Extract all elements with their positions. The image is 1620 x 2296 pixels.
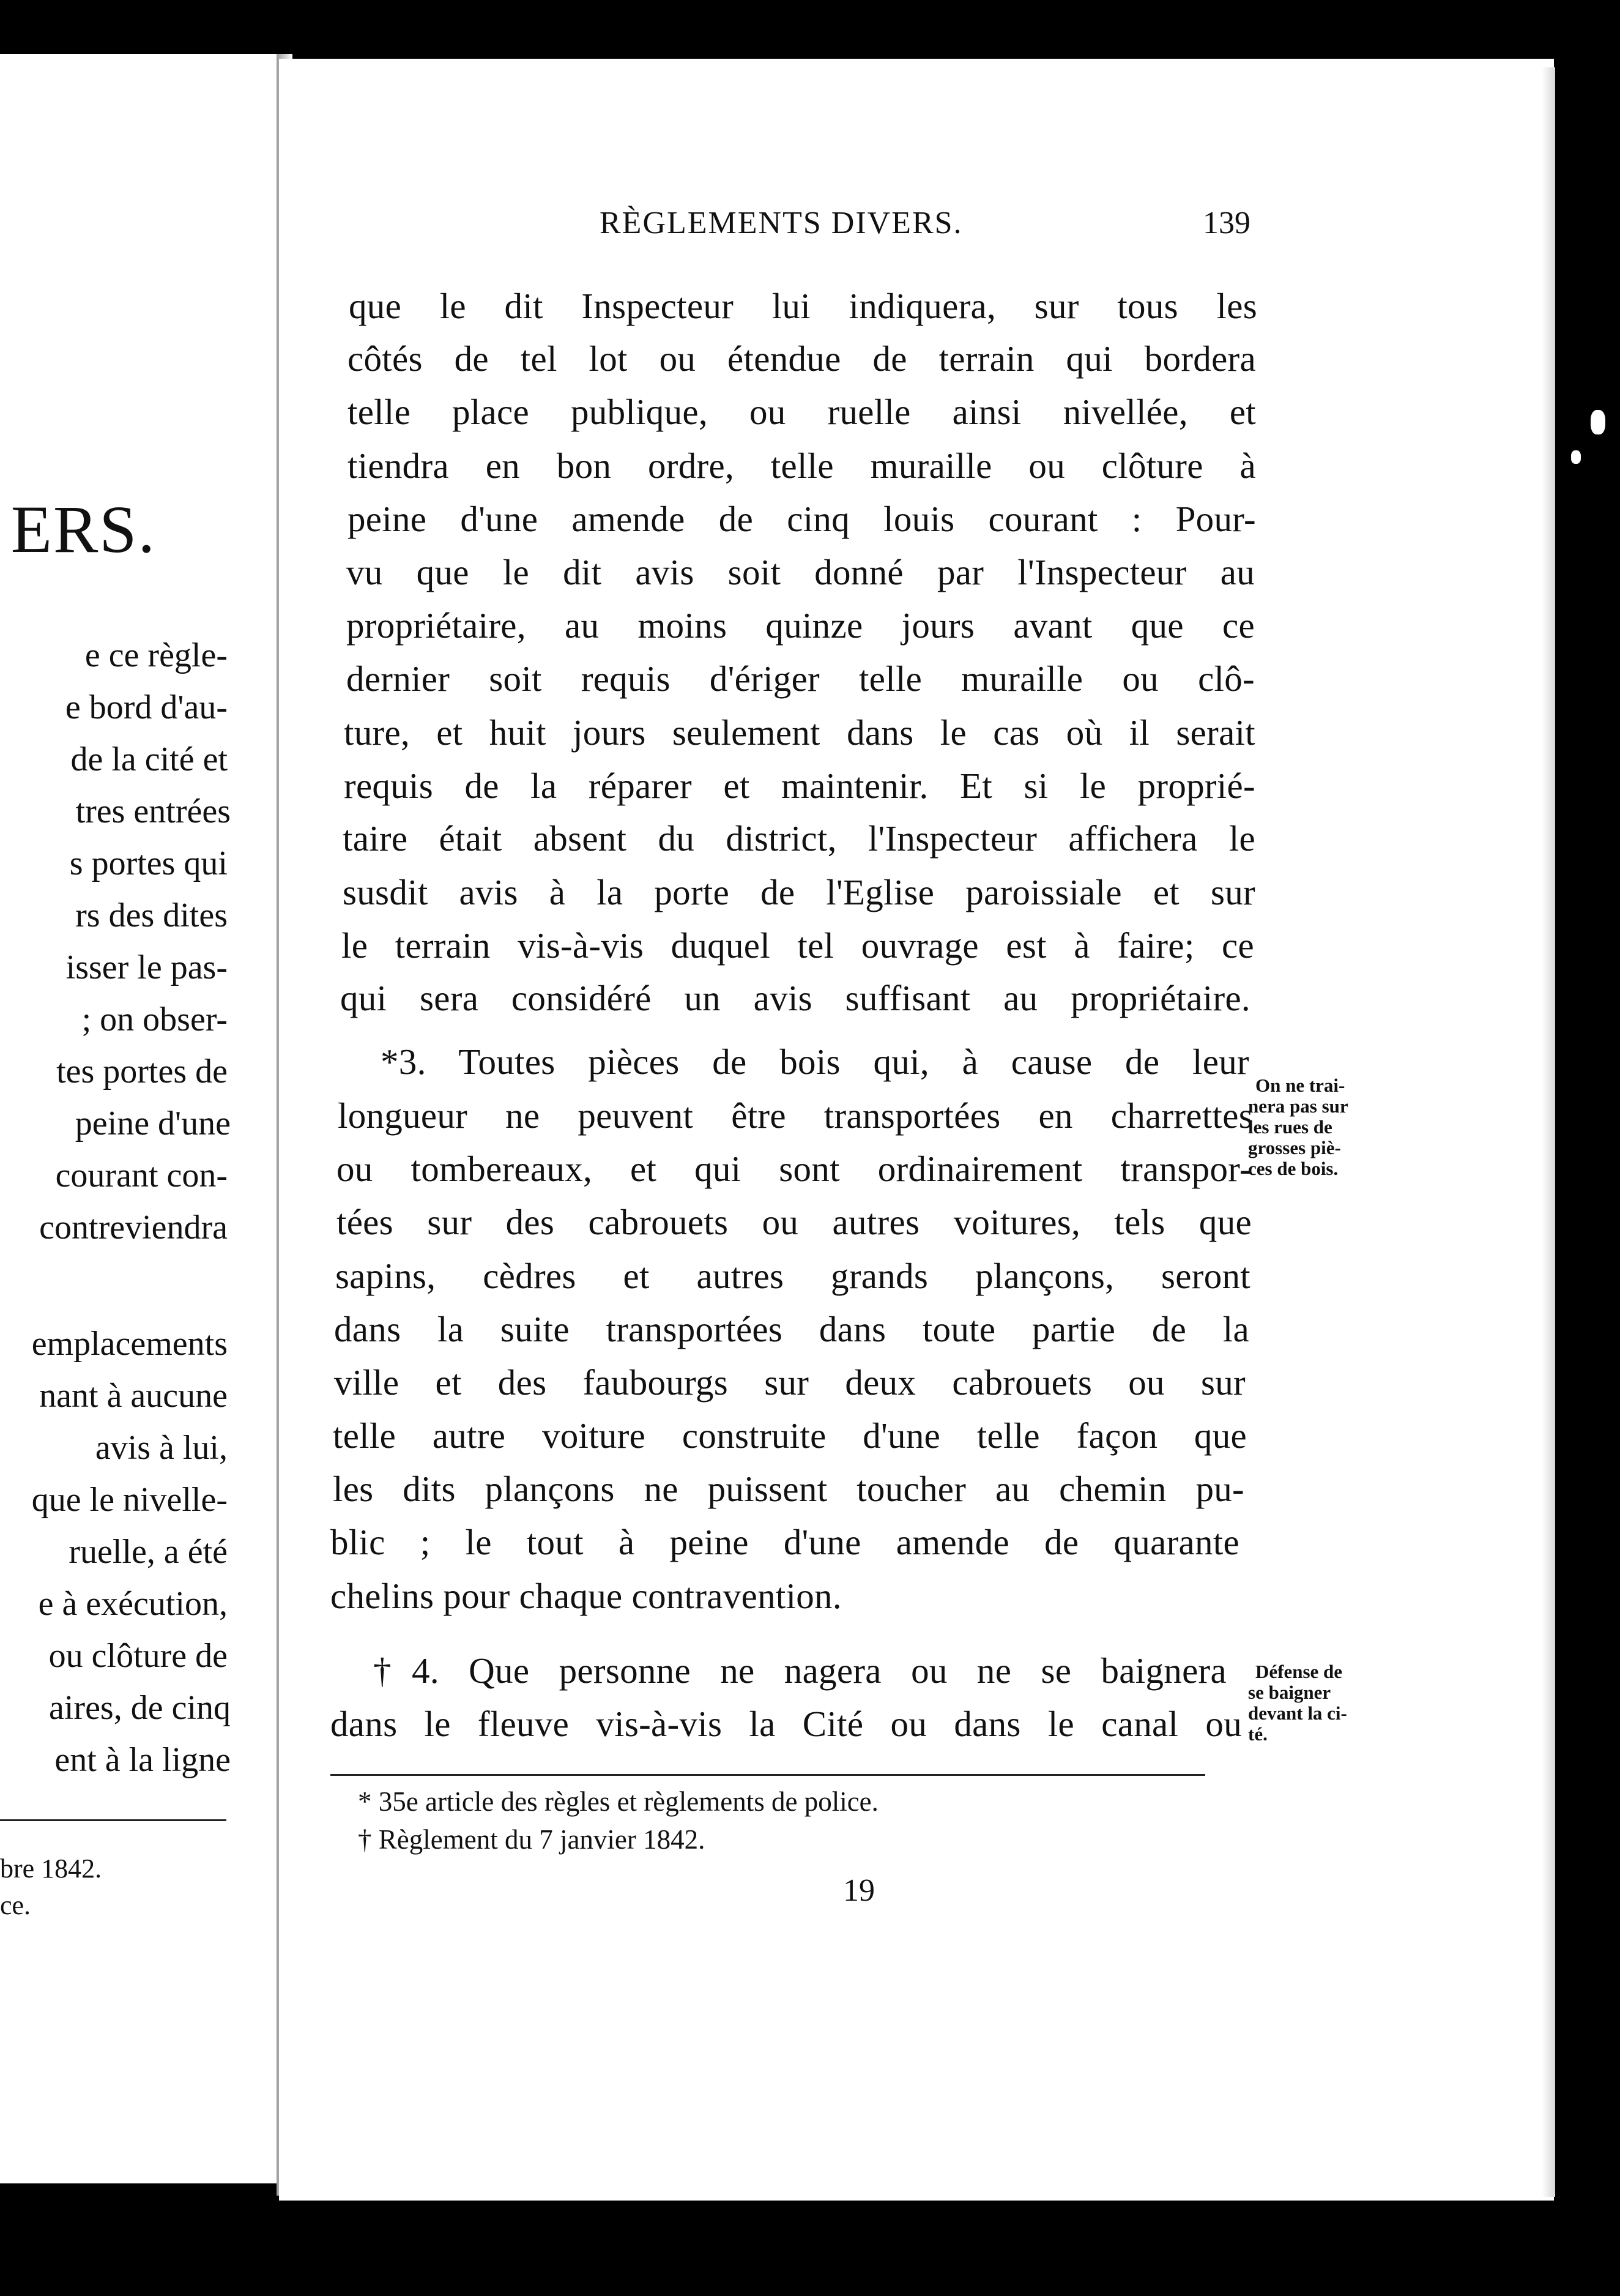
- left-page-line: avis à lui,: [95, 1429, 228, 1467]
- text-line: ville et des faubourgs sur deux cabrouets ou sur: [334, 1362, 1246, 1403]
- text-line: requis de la réparer et maintenir. Et si le proprié-: [344, 766, 1255, 806]
- margin-note-line: les rues de: [1248, 1116, 1332, 1138]
- left-page-line: tres entrées: [75, 792, 231, 830]
- left-page-line: aires, de cinq: [49, 1689, 231, 1727]
- text-line: dans le fleuve vis-à-vis la Cité ou dans le canal ou: [330, 1704, 1242, 1744]
- text-line: susdit avis à la porte de l'Eglise paroissiale et sur: [343, 872, 1255, 912]
- text-line: qui sera considéré un avis suffisant au propriétaire.: [340, 978, 1250, 1018]
- text-line: telle place publique, ou ruelle ainsi nivellée, et: [347, 392, 1256, 432]
- left-page-line: peine d'une: [75, 1105, 231, 1142]
- left-page-line: e ce règle-: [84, 636, 228, 674]
- left-page-heading: ERS.: [10, 492, 156, 567]
- text-line: propriétaire, au moins quinze jours avant que ce: [346, 605, 1255, 646]
- text-line: tées sur des cabrouets ou autres voitures, tels que: [336, 1202, 1252, 1242]
- scan-speck: [1591, 410, 1605, 434]
- text-line: *3. Toutes pièces de bois qui, à cause de leur: [381, 1042, 1249, 1082]
- left-page-line: emplacements: [31, 1325, 228, 1363]
- text-line: que le dit Inspecteur lui indiquera, sur tous les: [349, 286, 1257, 326]
- margin-note-line: Défense de: [1255, 1661, 1343, 1682]
- text-line: ou tombereaux, et qui sont ordinairement transpor-: [336, 1149, 1252, 1189]
- text-line: peine d'une amende de cinq louis courant : Pour-: [347, 499, 1256, 539]
- margin-note-line: devant la ci-: [1248, 1702, 1347, 1724]
- margin-note-line: té.: [1248, 1723, 1268, 1745]
- left-page-line: tes portes de: [56, 1053, 228, 1090]
- left-page-line: e bord d'au-: [65, 688, 228, 726]
- text-line: ture, et huit jours seulement dans le cas où il serait: [344, 712, 1255, 753]
- text-line: chelins pour chaque contravention.: [330, 1576, 842, 1616]
- left-page-line: courant con-: [55, 1157, 228, 1195]
- margin-note-line: On ne trai-: [1255, 1075, 1345, 1096]
- footnote: * 35e article des règles et règlements de police.: [358, 1786, 879, 1817]
- text-line: tiendra en bon ordre, telle muraille ou clôture à: [347, 445, 1256, 486]
- text-line: le terrain vis-à-vis duquel tel ouvrage est à faire; ce: [341, 925, 1254, 966]
- left-page-line: ruelle, a été: [69, 1533, 228, 1571]
- text-line: telle autre voiture construite d'une telle façon que: [333, 1415, 1247, 1456]
- page-edge-shadow: [1542, 67, 1555, 2197]
- text-line: dernier soit requis d'ériger telle muraille ou clô-: [346, 658, 1255, 699]
- left-page-line: de la cité et: [70, 740, 228, 778]
- signature-mark: 19: [843, 1873, 875, 1908]
- left-page-line: ent à la ligne: [54, 1741, 231, 1779]
- text-line: vu que le dit avis soit donné par l'Inspecteur au: [346, 552, 1255, 592]
- left-page-line: que le nivelle-: [31, 1481, 228, 1519]
- left-footnote: ce.: [0, 1890, 31, 1920]
- left-page-line: contreviendra: [39, 1209, 228, 1247]
- left-page-line: ou clôture de: [48, 1637, 228, 1675]
- page-number: 139: [1203, 206, 1250, 240]
- running-title: RÈGLEMENTS DIVERS.: [600, 206, 963, 240]
- left-page-line: rs des dites: [75, 896, 228, 934]
- left-page-line: ; on obser-: [81, 1001, 228, 1038]
- footnote: † Règlement du 7 janvier 1842.: [358, 1824, 705, 1855]
- text-line: sapins, cèdres et autres grands plançons, seront: [335, 1256, 1250, 1296]
- left-page: [0, 54, 283, 2183]
- left-page-line: isser le pas-: [65, 949, 228, 986]
- text-line: dans la suite transportées dans toute partie de la: [334, 1309, 1249, 1349]
- text-line: côtés de tel lot ou étendue de terrain qui bordera: [347, 338, 1256, 379]
- text-line: taire était absent du district, l'Inspecteur affichera le: [343, 818, 1255, 859]
- margin-note-line: nera pas sur: [1248, 1095, 1348, 1117]
- left-footnote-rule: [0, 1819, 226, 1821]
- left-page-line: s portes qui: [69, 844, 228, 882]
- text-line: †4. Que personne ne nagera ou ne se baignera: [373, 1650, 1227, 1691]
- text-line: les dits plançons ne puissent toucher au chemin pu-: [333, 1469, 1244, 1509]
- text-line: blic ; le tout à peine d'une amende de quarante: [330, 1522, 1239, 1562]
- text-line: longueur ne peuvent être transportées en charrettes: [338, 1095, 1253, 1136]
- margin-note-line: se baigner: [1248, 1682, 1331, 1703]
- margin-note-line: ces de bois.: [1248, 1158, 1339, 1179]
- margin-note-line: grosses piè-: [1248, 1137, 1341, 1158]
- left-page-line: nant à aucune: [39, 1377, 228, 1415]
- left-footnote: bre 1842.: [0, 1854, 102, 1884]
- footnote-rule: [330, 1774, 1205, 1776]
- left-page-line: e à exécution,: [38, 1585, 228, 1623]
- scan-speck: [1571, 450, 1581, 464]
